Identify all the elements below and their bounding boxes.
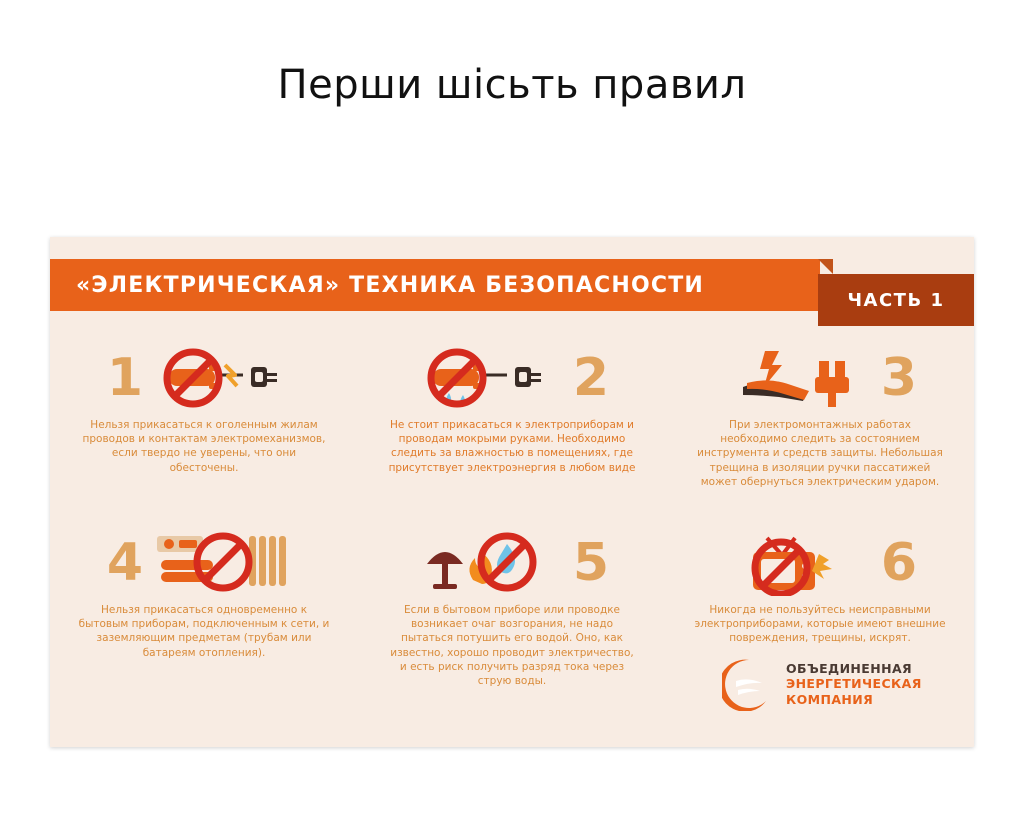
rule-illustration [66, 342, 342, 414]
no-broken-tv-icon [723, 530, 873, 596]
company-logo [722, 657, 922, 711]
part-tab-label: ЧАСТЬ 1 [847, 289, 945, 311]
rule-text: Никогда не пользуйтесь неисправными электроприборами, которые имеют внешние повреждения, трещины, искрят. [694, 604, 946, 645]
no-simultaneous-touch-icon [151, 530, 301, 596]
no-wet-hands-icon [415, 345, 565, 411]
swoosh-logo-icon [722, 657, 776, 711]
pliers-spark-icon [723, 345, 873, 411]
rule-text: Нельзя прикасаться одновременно к бытовым приборам, подключенным к сети, и заземляющим предметам (трубам или батареям отопления). [78, 604, 330, 659]
rule-illustration [66, 527, 342, 599]
poster-header-title: «ЭЛЕКТРИЧЕСКАЯ» ТЕХНИКА БЕЗОПАСНОСТИ [76, 272, 705, 298]
logo-line-3: КОМПАНИЯ [786, 691, 874, 707]
rule-number: 5 [572, 533, 610, 593]
logo-line-2: ЭНЕРГЕТИЧЕСКАЯ [786, 676, 922, 692]
page-title: Перши шісьть правил [277, 62, 747, 108]
rule-text: При электромонтажных работах необходимо следить за состоянием инструмента и средств защиты. Небольшая трещина в изоляции ручки пассатижей может обернуться электрическим ударом. [697, 419, 943, 488]
rule-item [358, 342, 666, 527]
rule-number: 1 [106, 348, 144, 408]
rule-number: 4 [106, 533, 144, 593]
rule-item [666, 342, 974, 527]
poster-header-bar [50, 259, 820, 311]
rule-illustration [374, 527, 650, 599]
rule-number: 6 [880, 533, 918, 593]
rule-text: Нельзя прикасаться к оголенным жилам проводов и контактам электромеханизмов, если твердо не уверены, что они обесточены. [82, 419, 326, 474]
rule-text: Если в бытовом приборе или проводке возникает очаг возгорания, не надо пытаться потушить его водой. Оно, как известно, хорошо проводит электричество, и есть риск получить разряд тока через струю воды. [390, 604, 634, 687]
safety-poster [50, 237, 974, 747]
rule-illustration [682, 342, 958, 414]
rule-text: Не стоит прикасаться к электроприборам и проводам мокрыми руками. Необходимо следить за влажностью в помещениях, где присутствует электроэнергия в любом виде [388, 419, 636, 474]
logo-line-1: ОБЪЕДИНЕННАЯ [786, 660, 913, 676]
rule-item [50, 527, 358, 712]
rule-number: 2 [572, 348, 610, 408]
rule-illustration [374, 342, 650, 414]
part-tab [818, 274, 974, 326]
no-water-on-fire-icon [415, 530, 565, 596]
part-tab-notch [818, 259, 833, 274]
logo-text [786, 661, 922, 708]
rule-item [358, 527, 666, 712]
rule-item [50, 342, 358, 527]
rule-illustration [682, 527, 958, 599]
no-touch-bare-wire-icon [151, 345, 301, 411]
rule-number: 3 [880, 348, 918, 408]
